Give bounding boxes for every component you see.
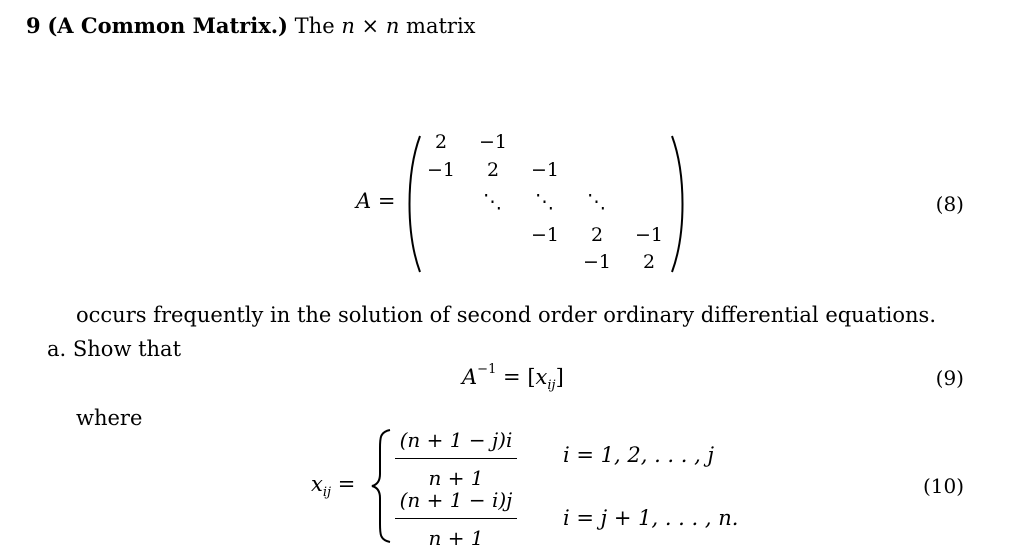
- matrix-cell: −1: [478, 131, 508, 153]
- part-a-text: Show that: [72, 337, 182, 361]
- matrix-ddots: ⋱: [483, 191, 503, 213]
- case1-condition: i = 1, 2, . . . , j: [563, 443, 714, 467]
- case2-fraction: (n + 1 − i)j n + 1: [395, 490, 517, 548]
- inverse-equation: $A^{-1} = [x_{ij}]$: [462, 362, 564, 394]
- cases-brace: [370, 428, 394, 544]
- case1-fraction: (n + 1 − j)i n + 1: [395, 430, 517, 488]
- intro-n1: n: [341, 14, 355, 38]
- intro-word: matrix: [406, 14, 476, 38]
- matrix-cell: 2: [642, 251, 656, 273]
- part-a: [47, 339, 181, 360]
- intro-times: ×: [361, 14, 380, 38]
- problem-title: (A Common Matrix.): [47, 13, 288, 38]
- matrix-cell: −1: [634, 224, 664, 246]
- part-a-marker: a.: [47, 337, 67, 361]
- matrix-right-paren: [668, 134, 688, 274]
- matrix-cell: −1: [582, 251, 612, 273]
- paragraph-occurs: occurs frequently in the solution of second order ordinary differential equations.: [76, 303, 937, 327]
- matrix-ddots: ⋱: [587, 191, 607, 213]
- equation-label-8: (8): [935, 192, 964, 216]
- matrix-cell: 2: [590, 224, 604, 246]
- equation-label-9: (9): [935, 366, 964, 390]
- matrix-lhs: A =: [356, 189, 396, 213]
- intro-the: The: [294, 14, 335, 38]
- equation-label-10: (10): [922, 474, 964, 498]
- matrix-left-paren: [404, 134, 424, 274]
- problem-number: 9: [26, 13, 41, 38]
- intro-n2: n: [385, 14, 400, 38]
- problem-heading: [26, 15, 476, 37]
- where-text: where: [76, 406, 143, 430]
- xij-lhs: $x_{ij}$ =: [311, 472, 356, 501]
- matrix-ddots: ⋱: [535, 191, 555, 213]
- matrix-cell: 2: [486, 159, 500, 181]
- matrix-cell: −1: [530, 224, 560, 246]
- matrix-cell: 2: [434, 131, 448, 153]
- matrix-cell: −1: [426, 159, 456, 181]
- case2-condition: i = j + 1, . . . , n.: [563, 506, 739, 530]
- matrix-cell: −1: [530, 159, 560, 181]
